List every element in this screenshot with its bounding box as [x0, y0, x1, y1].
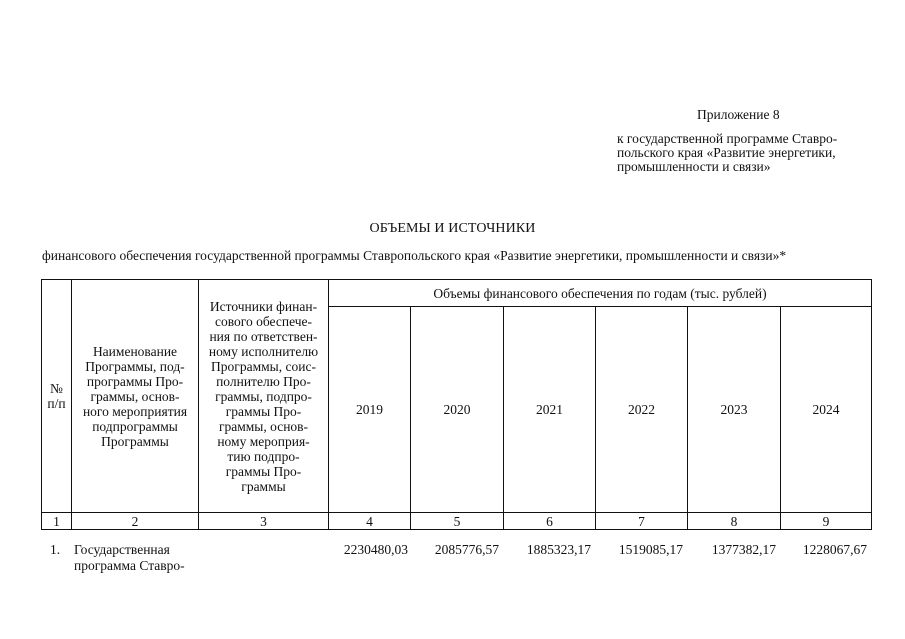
document-subtitle: финансового обеспечения государственной программы Ставропольского края «Развитие энергетики, промышленности и связи»* — [42, 248, 787, 263]
financing-table — [41, 279, 872, 530]
column-number: 2 — [72, 513, 199, 530]
appendix-note: к государственной программе Ставро- польского края «Развитие энергетики, промышленности и связи» — [617, 131, 838, 174]
year-header: 2024 — [781, 307, 872, 513]
column-number: 9 — [781, 513, 872, 530]
column-number: 6 — [504, 513, 596, 530]
document-title: ОБЪЕМЫ И ИСТОЧНИКИ — [369, 221, 536, 236]
column-number: 8 — [688, 513, 781, 530]
row-name: Государственная программа Ставро- — [74, 542, 185, 573]
column-number: 7 — [596, 513, 688, 530]
header-col-no: № п/п — [42, 280, 72, 513]
row-value: 1377382,17 — [711, 542, 776, 557]
column-number: 3 — [199, 513, 329, 530]
column-number: 4 — [329, 513, 411, 530]
header-col-name: Наименование Программы, под- программы Про- граммы, основ- ного мероприятия подпрограммы Программы — [72, 280, 199, 513]
row-value: 2085776,57 — [434, 542, 499, 557]
header-col-source: Источники финан- сового обеспече- ния по ответствен- ному исполнителю Программы, соис- полнителю Про- граммы, подпро- граммы Про- граммы, основ- ному мероприя- тию подпро- граммы Про- граммы — [199, 280, 329, 513]
year-header: 2023 — [688, 307, 781, 513]
header-volumes: Объемы финансового обеспечения по годам (тыс. рублей) — [329, 280, 872, 307]
appendix-title: Приложение 8 — [697, 107, 780, 122]
column-number: 1 — [42, 513, 72, 530]
column-number: 5 — [411, 513, 504, 530]
row-value: 1519085,17 — [618, 542, 683, 557]
row-value: 2230480,03 — [343, 542, 408, 557]
year-header: 2021 — [504, 307, 596, 513]
row-value: 1228067,67 — [802, 542, 867, 557]
row-number: 1. — [50, 542, 61, 557]
year-header: 2020 — [411, 307, 504, 513]
row-value: 1885323,17 — [526, 542, 591, 557]
year-header: 2022 — [596, 307, 688, 513]
year-header: 2019 — [329, 307, 411, 513]
